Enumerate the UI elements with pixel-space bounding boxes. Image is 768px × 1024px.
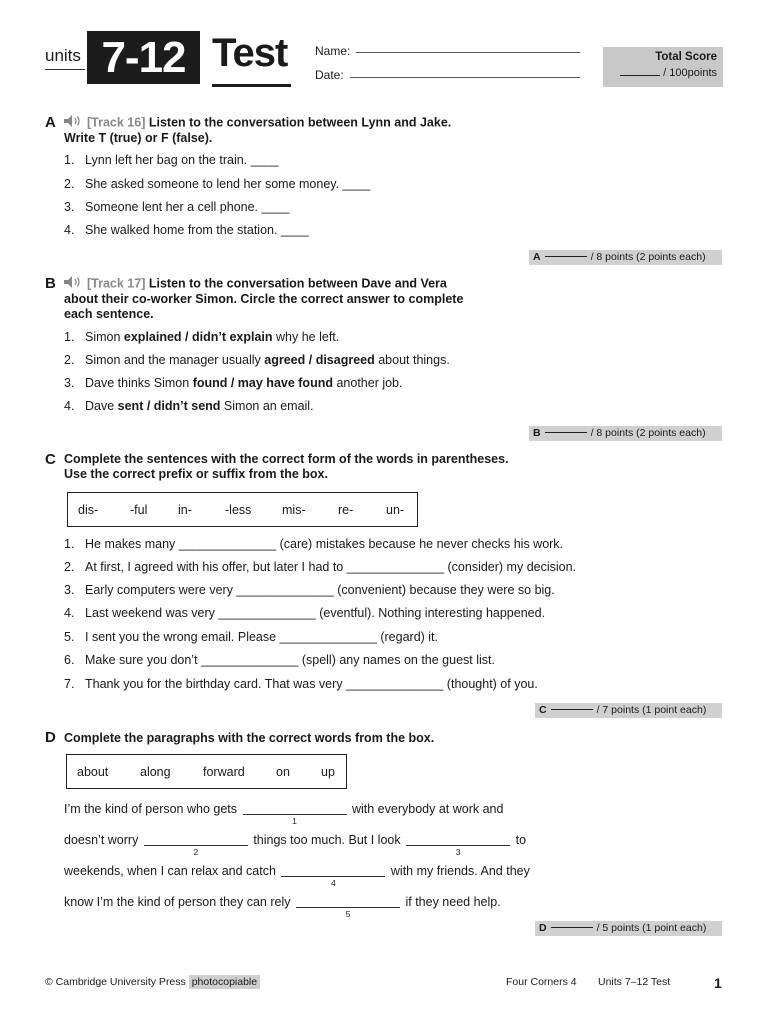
section-b-instruction-1: Listen to the conversation between Dave and Vera — [148, 276, 447, 291]
vocab-word-box — [66, 754, 347, 789]
page-number: 1 — [714, 975, 722, 991]
box-word: re- — [338, 502, 354, 517]
speaker-icon[interactable] — [64, 115, 83, 131]
box-word: mis- — [282, 502, 306, 517]
section-b-score-blank[interactable] — [545, 432, 587, 433]
photocopiable-badge: photocopiable — [189, 975, 260, 989]
affix-word-box — [67, 492, 418, 527]
section-b-letter: B — [45, 275, 56, 292]
box-word: on — [276, 764, 290, 779]
paragraph-line-2: doesn’t worry 2 things too much. But I look 3 to — [64, 833, 527, 857]
total-score-suffix: / 100 — [663, 67, 688, 79]
section-d-score: D / 5 points (1 point each) — [535, 921, 722, 936]
box-word: along — [140, 764, 171, 779]
section-a-instruction-2: Write T (true) or F (false). — [64, 131, 213, 145]
section-b-instruction — [64, 276, 463, 322]
section-a-letter: A — [45, 114, 56, 131]
total-score-box — [603, 47, 723, 87]
footer-book-title: Four Corners 4 — [506, 976, 577, 988]
box-word: in- — [178, 502, 192, 517]
section-a-track[interactable]: [Track 16] — [87, 115, 146, 130]
section-c-instruction — [64, 452, 509, 482]
total-score-points: points — [687, 67, 717, 79]
box-word: up — [321, 764, 335, 779]
box-word: un- — [386, 502, 405, 517]
speaker-icon[interactable] — [64, 276, 83, 292]
paragraph-line-3: weekends, when I can relax and catch 4 with my friends. And they — [64, 864, 530, 888]
list-item: 1. Lynn left her bag on the train. ____ — [64, 153, 279, 167]
answer-choice[interactable]: found / may have found — [192, 376, 333, 390]
list-item: 3. Someone lent her a cell phone. ____ — [64, 200, 290, 214]
answer-choice[interactable]: sent / didn’t send — [117, 399, 221, 413]
name-label: Name: — [315, 44, 351, 58]
list-item: 4. Dave sent / didn’t send Simon an email. — [64, 399, 314, 413]
section-d-letter: D — [45, 729, 56, 746]
answer-gap-5[interactable]: 5 — [296, 895, 400, 908]
section-d-instruction: Complete the paragraphs with the correct words from the box. — [64, 731, 435, 745]
answer-gap-1[interactable]: 1 — [243, 802, 347, 815]
list-item: 4. Last weekend was very ______________ (eventful). Nothing interesting happened. — [64, 606, 546, 620]
section-b-instruction-2: about their co-worker Simon. Circle the correct answer to complete — [64, 292, 464, 306]
section-b-score: B / 8 points (2 points each) — [529, 426, 722, 441]
paragraph-line-1: I’m the kind of person who gets 1 with everybody at work and — [64, 802, 504, 826]
units-label: units — [45, 46, 81, 65]
answer-choice[interactable]: agreed / disagreed — [264, 353, 375, 367]
section-a-instruction-1: Listen to the conversation between Lynn and Jake. — [148, 115, 452, 130]
section-a-instruction — [64, 115, 451, 146]
total-score-line — [620, 67, 717, 79]
section-d-score-blank[interactable] — [551, 927, 593, 928]
list-item: 5. I sent you the wrong email. Please ______________ (regard) it. — [64, 630, 439, 644]
list-item: 6. Make sure you don’t ______________ (spell) any names on the guest list. — [64, 653, 495, 667]
footer-copyright-line — [45, 976, 260, 988]
copyright-text: © Cambridge University Press — [45, 976, 186, 988]
section-c-score: C / 7 points (1 point each) — [535, 703, 722, 718]
section-a-score: A / 8 points (2 points each) — [529, 250, 722, 265]
list-item: 2. At first, I agreed with his offer, but later I had to ______________ (consider) my decision. — [64, 560, 577, 574]
answer-gap-2[interactable]: 2 — [144, 833, 248, 846]
date-label: Date: — [315, 68, 344, 82]
answer-choice[interactable]: explained / didn’t explain — [123, 330, 273, 344]
list-item: 3. Early computers were very ______________ (convenient) because they were so big. — [64, 583, 555, 597]
section-b-instruction-3: each sentence. — [64, 307, 154, 321]
units-underline — [45, 69, 85, 70]
answer-gap-4[interactable]: 4 — [281, 864, 385, 877]
section-c-instruction-2: Use the correct prefix or suffix from the box. — [64, 467, 328, 481]
section-c-letter: C — [45, 451, 56, 468]
units-range-badge: 7-12 — [87, 31, 200, 84]
list-item: 1. Simon explained / didn’t explain why he left. — [64, 330, 340, 344]
box-word: -ful — [130, 502, 148, 517]
total-score-blank[interactable] — [620, 75, 660, 76]
section-b-track[interactable]: [Track 17] — [87, 276, 146, 291]
box-word: dis- — [78, 502, 99, 517]
section-c-score-blank[interactable] — [551, 709, 593, 710]
list-item: 4. She walked home from the station. ____ — [64, 223, 309, 237]
list-item: 1. He makes many ______________ (care) mistakes because he never checks his work. — [64, 537, 564, 551]
total-score-label: Total Score — [655, 51, 717, 63]
list-item: 3. Dave thinks Simon found / may have found another job. — [64, 376, 403, 390]
footer-test-name: Units 7–12 Test — [598, 976, 671, 988]
test-underline — [212, 84, 291, 87]
section-a-score-blank[interactable] — [545, 256, 587, 257]
list-item: 2. Simon and the manager usually agreed / disagreed about things. — [64, 353, 450, 367]
name-field[interactable] — [356, 52, 580, 53]
test-title: Test — [212, 31, 288, 75]
section-c-instruction-1: Complete the sentences with the correct form of the words in parentheses. — [64, 452, 509, 466]
list-item: 2. She asked someone to lend her some money. ____ — [64, 177, 371, 191]
date-field[interactable] — [350, 77, 580, 78]
paragraph-line-4: know I’m the kind of person they can rely 5 if they need help. — [64, 895, 501, 919]
answer-gap-3[interactable]: 3 — [406, 833, 510, 846]
box-word: about — [77, 764, 109, 779]
box-word: forward — [203, 764, 245, 779]
list-item: 7. Thank you for the birthday card. That was very ______________ (thought) of you. — [64, 677, 538, 691]
box-word: -less — [225, 502, 252, 517]
